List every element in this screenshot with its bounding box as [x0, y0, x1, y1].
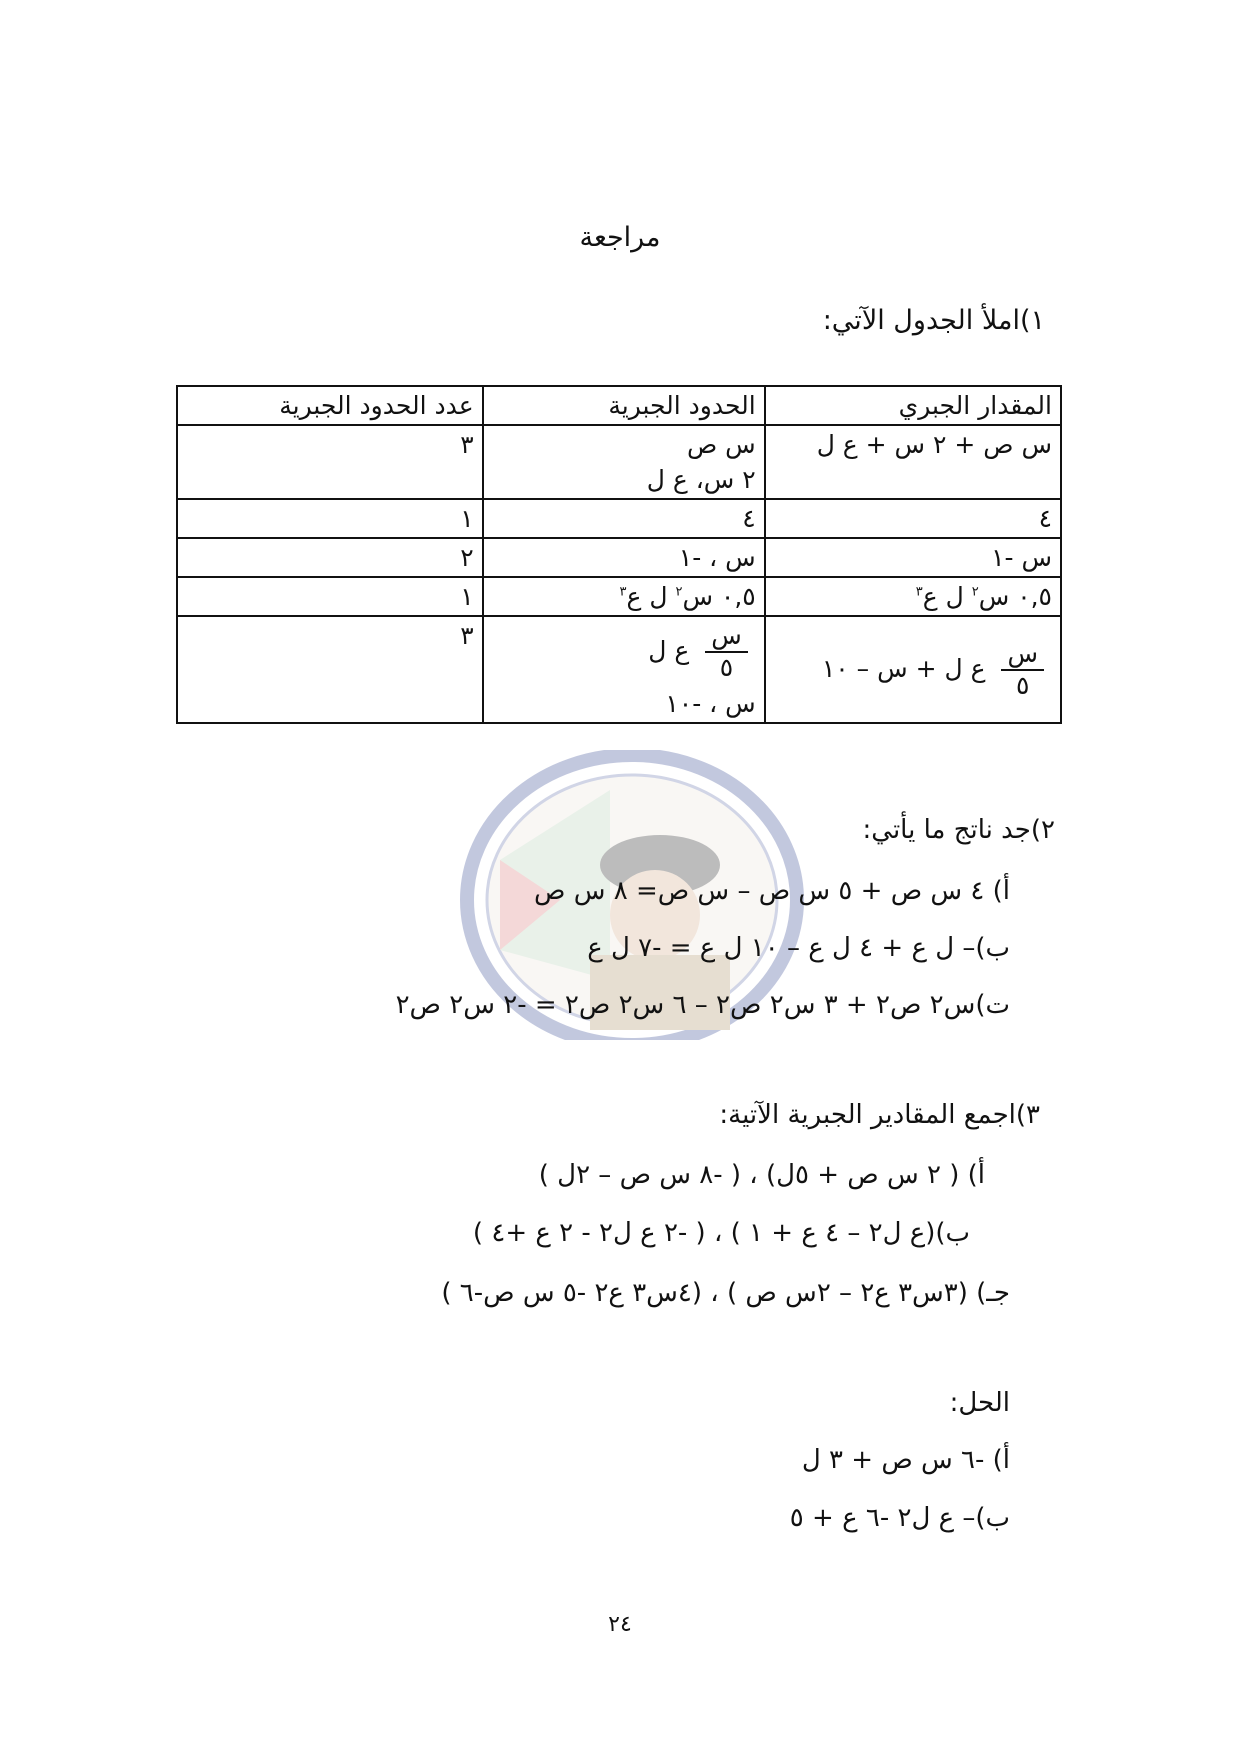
fraction: [1001, 639, 1044, 701]
algebra-table: [176, 385, 1062, 724]
cell-expression: س -١: [765, 538, 1061, 577]
exponent: ٢: [971, 584, 979, 600]
cell-count: ١: [177, 499, 483, 538]
solution-part-b: ب)– ع ل٢ -٦ ع + ٥: [789, 1503, 1010, 1533]
term-line: ٢ س، ع ل: [646, 465, 756, 494]
header-count: عدد الحدود الجبرية: [177, 386, 483, 425]
question-3-prompt: ٣)اجمع المقادير الجبرية الآتية:: [719, 1100, 1040, 1130]
question-3-part-c: جـ) (٣س٣ ع٢ – ٢س ص ) ، (٤س٣ ع٢ -٥ س ص-٦ ): [441, 1278, 1010, 1308]
exponent: ٣: [915, 584, 923, 600]
table-row: [177, 499, 1061, 538]
page-number: ٢٤: [608, 1612, 632, 1637]
question-1-prompt: ١)املأ الجدول الآتي:: [822, 305, 1045, 336]
question-2-prompt: ٢)جد ناتج ما يأتي:: [862, 815, 1055, 845]
header-terms: الحدود الجبرية: [483, 386, 765, 425]
cell-count: ٣: [177, 616, 483, 723]
question-3-part-a: أ) ( ٢ س ص + ٥ل) ، ( -٨ س ص – ٢ل ): [538, 1160, 985, 1190]
cell-expression: س ص + ٢ س + ع ل: [765, 425, 1061, 499]
cell-terms: [483, 616, 765, 723]
table-row: [177, 616, 1061, 723]
question-2-part-c: ت)س٢ ص٢ + ٣ س٢ ص٢ – ٦ س٢ ص٢ = -٢ س٢ ص٢: [395, 990, 1010, 1020]
exponent: ٣: [619, 584, 627, 600]
fraction: [705, 621, 748, 683]
cell-expression: [765, 577, 1061, 616]
page-title: مراجعة: [579, 222, 661, 253]
fraction-denominator: ٥: [719, 653, 734, 682]
exponent: ٢: [675, 584, 683, 600]
cell-count: ١: [177, 577, 483, 616]
cell-terms: ٤: [483, 499, 765, 538]
cell-expression: [765, 616, 1061, 723]
term-line: س ص: [687, 430, 756, 459]
expr-base: ٠,٥ س: [978, 582, 1052, 611]
table-row: [177, 538, 1061, 577]
cell-terms: [483, 425, 765, 499]
solution-part-a: أ) -٦ س ص + ٣ ل: [801, 1445, 1010, 1475]
solution-label: الحل:: [949, 1388, 1010, 1418]
question-2-part-b: ب)– ل ع + ٤ ل ع – ١٠ ل ع = -٧ ل ع: [587, 933, 1010, 963]
table-row: [177, 577, 1061, 616]
term-base: ٠,٥ س: [682, 582, 756, 611]
term-part: ع ل: [648, 636, 690, 665]
term-line: س ، -١٠: [665, 689, 756, 718]
cell-count: ٣: [177, 425, 483, 499]
table-header-row: [177, 386, 1061, 425]
fraction-denominator: ٥: [1016, 670, 1030, 700]
table-row: [177, 425, 1061, 499]
question-3-part-b: ب)(ع ل٢ – ٤ ع + ١ ) ، ( -٢ ع ل٢ - ٢ ع +٤ ): [472, 1218, 970, 1248]
expr-part: ع ل + س – ١٠: [821, 653, 986, 683]
fraction-numerator: س: [1001, 639, 1044, 671]
fraction-numerator: س: [705, 621, 748, 653]
cell-terms: س ، -١: [483, 538, 765, 577]
header-expression: المقدار الجبري: [765, 386, 1061, 425]
expr-part: ل ع: [922, 582, 964, 611]
cell-count: ٢: [177, 538, 483, 577]
cell-expression: ٤: [765, 499, 1061, 538]
term-part: ل ع: [626, 582, 668, 611]
question-2-part-a: أ) ٤ س ص + ٥ س ص – س ص= ٨ س ص: [534, 876, 1010, 906]
cell-terms: [483, 577, 765, 616]
